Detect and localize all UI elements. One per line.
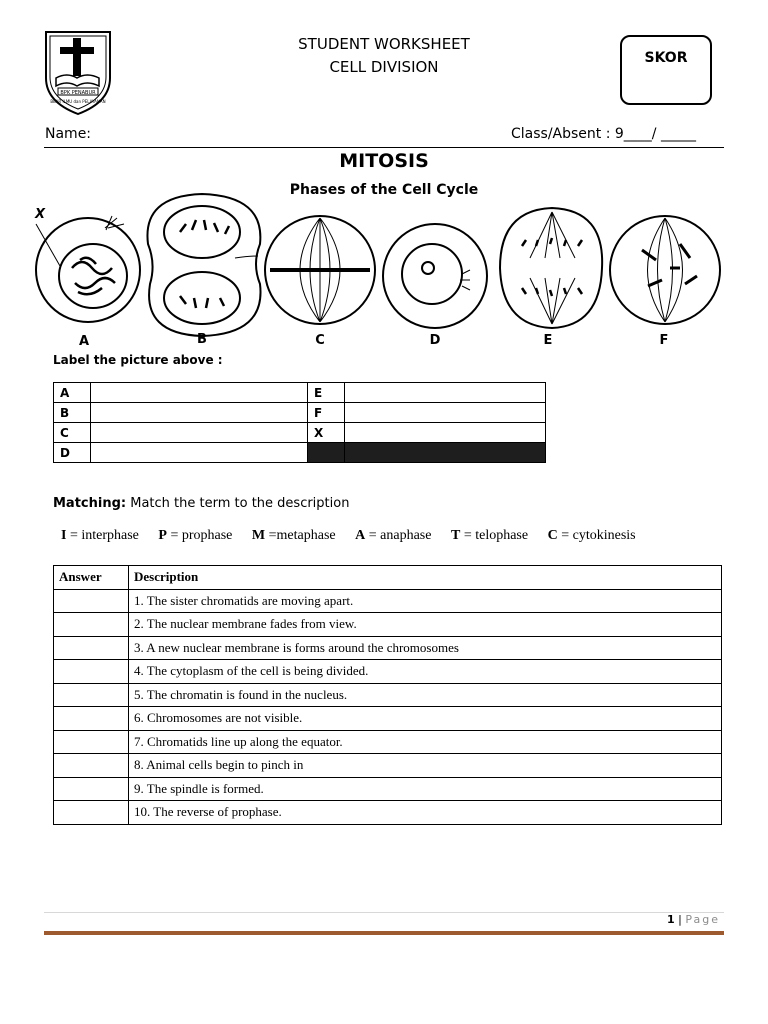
worksheet-title: STUDENT WORKSHEET — [298, 35, 470, 53]
description-cell: 1. The sister chromatids are moving apart. — [129, 589, 722, 613]
key-term: prophase — [181, 528, 233, 543]
pointer-label-x: X — [35, 207, 46, 222]
description-cell: 10. The reverse of prophase. — [129, 801, 722, 825]
table-row — [54, 730, 722, 754]
key-term: metaphase — [276, 528, 336, 543]
cell-label-c: C — [315, 333, 325, 348]
label-key: X — [308, 423, 345, 443]
key-term: cytokinesis — [572, 528, 636, 543]
figure-title: Phases of the Cell Cycle — [289, 182, 479, 198]
cell-label-f: F — [659, 333, 669, 348]
description-cell: 9. The spindle is formed. — [129, 777, 722, 801]
logo-motto: BEAR ILMU dan PELAYANAN — [50, 99, 106, 104]
description-cell: 6. Chromosomes are not visible. — [129, 707, 722, 731]
table-row — [54, 707, 722, 731]
key-code: I — [61, 528, 67, 543]
label-row — [54, 443, 546, 463]
key-term: interphase — [81, 528, 139, 543]
cell-label-a: A — [78, 334, 90, 348]
label-answer-field[interactable] — [91, 443, 308, 463]
matching-table — [53, 565, 722, 825]
label-answer-field[interactable] — [91, 423, 308, 443]
description-cell: 5. The chromatin is found in the nucleus. — [129, 683, 722, 707]
label-row — [54, 423, 546, 443]
table-row — [54, 777, 722, 801]
table-row — [54, 801, 722, 825]
logo-text: BPK PENABUR — [60, 90, 96, 96]
key-code: P — [158, 528, 167, 543]
footer-divider — [44, 912, 724, 913]
answer-cell[interactable] — [54, 613, 129, 637]
answer-cell[interactable] — [54, 777, 129, 801]
answer-cell[interactable] — [54, 660, 129, 684]
key-term: anaphase — [380, 528, 432, 543]
page-word: Page — [685, 913, 720, 926]
cell-label-d: D — [429, 333, 441, 348]
class-absent-label: Class/Absent : 9____/ _____ — [511, 126, 696, 142]
score-label: SKOR — [644, 50, 688, 66]
section-title: MITOSIS — [339, 150, 429, 172]
label-prompt: Label the picture above : — [53, 353, 223, 367]
table-row — [54, 636, 722, 660]
description-cell: 7. Chromatids line up along the equator. — [129, 730, 722, 754]
blocked-cell — [345, 443, 546, 463]
matching-heading-rest: Match the term to the description — [126, 496, 350, 511]
table-row — [54, 660, 722, 684]
label-key: E — [308, 383, 345, 403]
description-cell: 8. Animal cells begin to pinch in — [129, 754, 722, 778]
term-key: I = interphase P = prophase M =metaphase A = anaphase T = telophase C = cytokinesis — [61, 528, 636, 543]
label-key: D — [54, 443, 91, 463]
key-code: T — [450, 528, 461, 543]
table-row — [54, 613, 722, 637]
label-answer-field[interactable] — [345, 403, 546, 423]
answer-cell[interactable] — [54, 754, 129, 778]
table-row — [54, 589, 722, 613]
description-column-header: Description — [129, 566, 722, 590]
matching-heading-bold: Matching: — [53, 496, 127, 511]
answer-cell[interactable] — [54, 707, 129, 731]
cell-cycle-figure — [30, 188, 730, 348]
page-number: 1 — [667, 913, 675, 926]
answer-cell[interactable] — [54, 730, 129, 754]
header-divider — [44, 147, 724, 148]
cell-label-b: B — [197, 332, 207, 347]
label-answer-field[interactable] — [91, 383, 308, 403]
cell-label-e: E — [543, 333, 553, 348]
key-code: M — [251, 528, 266, 543]
label-key: C — [54, 423, 91, 443]
description-cell: 4. The cytoplasm of the cell is being divided. — [129, 660, 722, 684]
label-row — [54, 383, 546, 403]
label-key: A — [54, 383, 91, 403]
key-term: telophase — [475, 528, 529, 543]
table-header-row — [54, 566, 722, 590]
page-footer — [667, 913, 720, 926]
matching-heading — [53, 496, 349, 511]
label-answer-field[interactable] — [91, 403, 308, 423]
answer-cell[interactable] — [54, 683, 129, 707]
table-row — [54, 683, 722, 707]
label-row — [54, 403, 546, 423]
answer-cell[interactable] — [54, 589, 129, 613]
label-answer-table — [53, 382, 546, 463]
answer-column-header: Answer — [54, 566, 129, 590]
name-label: Name: — [45, 126, 92, 142]
description-cell: 3. A new nuclear membrane is forms around the chromosomes — [129, 636, 722, 660]
description-cell: 2. The nuclear membrane fades from view. — [129, 613, 722, 637]
label-key: F — [308, 403, 345, 423]
table-row — [54, 754, 722, 778]
label-answer-field[interactable] — [345, 383, 546, 403]
key-code: A — [355, 528, 366, 543]
label-key: B — [54, 403, 91, 423]
blocked-cell — [308, 443, 345, 463]
footer-bar — [44, 931, 724, 935]
label-answer-field[interactable] — [345, 423, 546, 443]
answer-cell[interactable] — [54, 636, 129, 660]
answer-cell[interactable] — [54, 801, 129, 825]
page-separator: | — [674, 913, 686, 926]
worksheet-subtitle: CELL DIVISION — [329, 58, 439, 76]
key-code: C — [547, 528, 558, 543]
score-box — [620, 35, 712, 105]
